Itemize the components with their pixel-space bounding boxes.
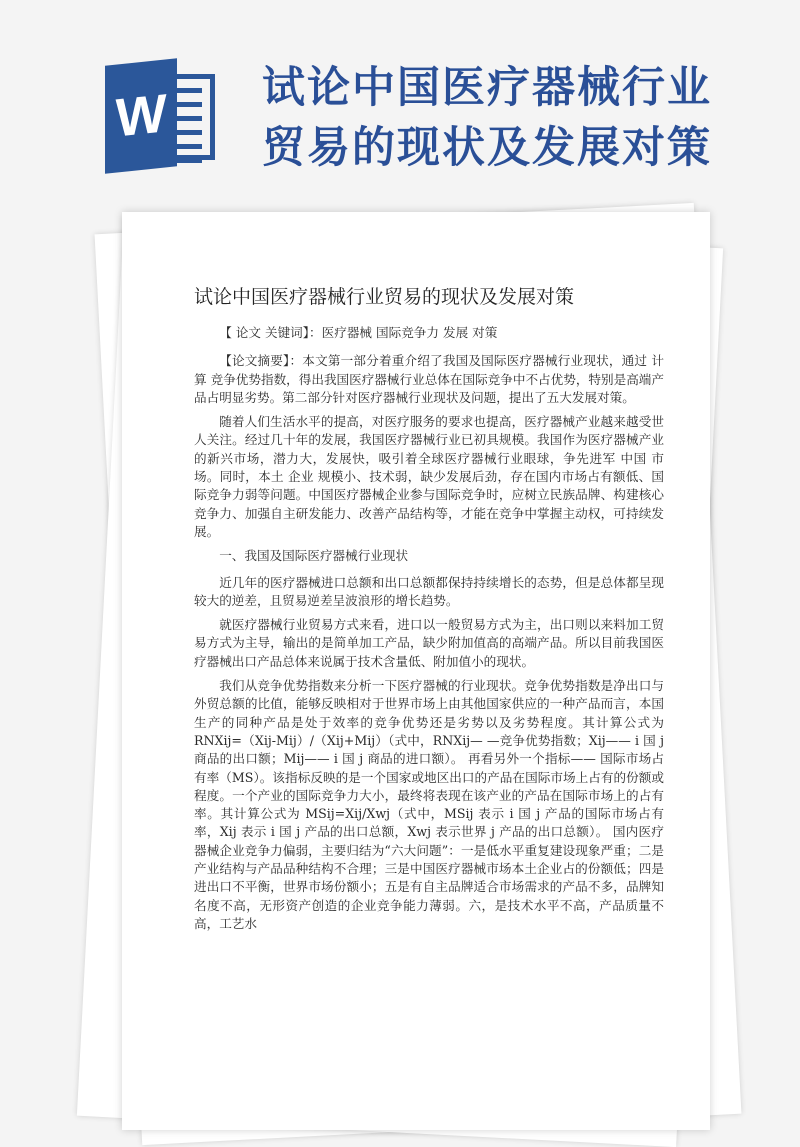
document-body bbox=[194, 324, 664, 939]
document-title: 试论中国医疗器械行业贸易的现状及发展对策 bbox=[194, 286, 575, 308]
banner-title-line-1: 试论中国医疗器械行业 bbox=[262, 63, 712, 113]
header-banner bbox=[0, 0, 800, 200]
body-paragraph: 近几年的医疗器械进口总额和出口总额都保持持续增长的态势，但是总体都呈现较大的逆差，且贸易逆差呈波浪形的增长趋势。 bbox=[194, 574, 664, 608]
section-heading: 一、我国及国际医疗器械行业现状 bbox=[219, 548, 409, 564]
body-paragraph: 随着人们生活水平的提高，对医疗服务的要求也提高，医疗器械产业越来越受世人关注。经过几十年的发展，我国医疗器械行业已初具规模。我国作为医疗器械产业的新兴市场，潜力大，发展快，吸引着全球医疗器械行业眼球，争先进军 中国 市场。同时，本土 企业 规模小、技术弱，缺少发展后劲，存在国内市场占有额低、国际竞争力弱等问题。中国医疗器械企业参与国际竞争时，应树立民族品牌、构建核心竞争力、加强自主研发能力、改善产品结构等，才能在竞争中掌握主动权，可持续发展。 bbox=[194, 414, 664, 539]
abstract-paragraph: 【论文摘要】：本文第一部分着重介绍了我国及国际医疗器械行业现状，通过 计算 竞争优势指数，得出我国医疗器械行业总体在国际竞争中不占优势，特别是高端产品占明显劣势。第二部分针对医疗器械行业现状及问题，提出了五大发展对策。 bbox=[194, 353, 664, 405]
banner-title-line-2: 贸易的现状及发展对策 bbox=[262, 123, 712, 173]
body-paragraph: 就医疗器械行业贸易方式来看，进口以一般贸易方式为主，出口则以来料加工贸易方式为主导，输出的是简单加工产品，缺少附加值高的高端产品。所以目前我国医疗器械出口产品总体来说属于技术含量低、附加值小的现状。 bbox=[194, 617, 664, 669]
body-paragraph: 我们从竞争优势指数来分析一下医疗器械的行业现状。竞争优势指数是净出口与外贸总额的比值，能够反映相对于世界市场上由其他国家供应的一种产品而言，本国生产的同种产品是处于效率的竞争优势还是劣势以及劣势程度。其计算公式为 RNXij=（Xij-Mij）/（Xij+Mij）（式中，RNXij— —竞争优势指数；Xij—— i 国 j 商品的出口额；Mij—— i 国 j 商品的进口额）。 再看另外一个指标—— 国际市场占有率（MS）。该指标反映的是一个国家或地区出口的产品在国际市场上占有的份额或程度。一个产业的国际竞争力大小，最终将表现在该产业的产品在国际市场上的占有率。其计算公式为 MSij=Xij/Xwj（式中，MSij 表示 i 国 j 产品的国际市场占有率，Xij 表示 i 国 j 产品的出口总额，Xwj 表示世界 j 产品的出口总额）。 国内医疗器械企业竞争力偏弱，主要归结为“六大问题”：一是低水平重复建设现象严重；二是产业结构与产品品种结构不合理；三是中国医疗器械市场本土企业占的份额低；四是进出口不平衡，世界市场份额小；五是有自主品牌适合市场需求的产品不多，品牌知名度不高，无形资产创造的企业竞争能力薄弱。六，是技术水平不高，产品质量不高，工艺水 bbox=[194, 678, 664, 931]
word-icon bbox=[105, 62, 220, 170]
document-page bbox=[122, 212, 710, 1130]
keywords-paragraph: 【 论文 关键词】：医疗器械 国际竞争力 发展 对策 bbox=[219, 325, 498, 340]
word-letter: W bbox=[105, 58, 177, 174]
